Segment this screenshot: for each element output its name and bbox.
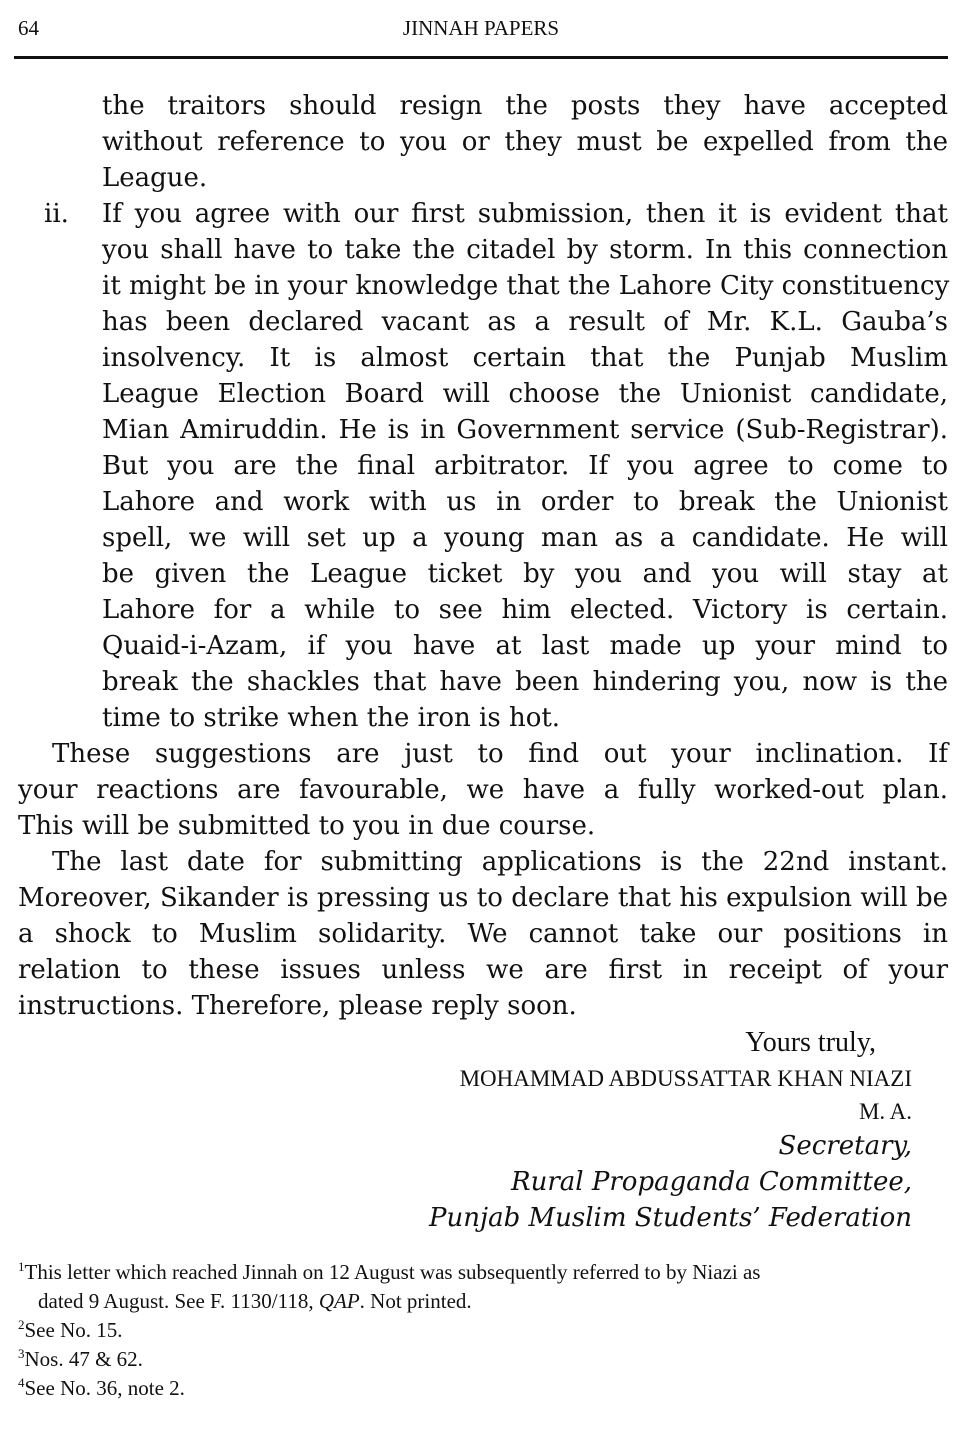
footnote-1-continued bbox=[18, 1287, 948, 1316]
signer-federation: Punjab Muslim Students’ Federation bbox=[429, 1203, 912, 1233]
text-line: This will be submitted to you in due course. bbox=[18, 811, 596, 841]
footnote-text: dated 9 August. See F. 1130/118, bbox=[38, 1289, 319, 1313]
footnote-number: 4 bbox=[18, 1375, 25, 1390]
footnote-4 bbox=[18, 1374, 948, 1403]
footnote-number: 3 bbox=[18, 1346, 25, 1361]
signer-title: Secretary, bbox=[778, 1131, 912, 1161]
text-line: Moreover, Sikander is pressing us to declare that his expulsion will be bbox=[18, 883, 948, 913]
text-line: has been declared vacant as a result of Mr. K.L. Gauba’s bbox=[102, 307, 948, 337]
text-line: Lahore and work with us in order to break the Unionist bbox=[102, 487, 948, 517]
running-title: JINNAH PAPERS bbox=[402, 16, 560, 40]
text-line: League. bbox=[102, 163, 208, 193]
text-line: insolvency. It is almost certain that the Punjab Muslim bbox=[102, 343, 948, 373]
closing: Yours truly, bbox=[745, 1027, 876, 1058]
footnote-number: 2 bbox=[18, 1317, 25, 1332]
footnote-2 bbox=[18, 1316, 948, 1345]
text-line: be given the League ticket by you and you will stay at bbox=[102, 559, 948, 589]
text-line: Mian Amiruddin. He is in Government service (Sub-Registrar). bbox=[102, 415, 948, 445]
text-line: spell, we will set up a young man as a candidate. He will bbox=[102, 523, 948, 553]
text-line: you shall have to take the citadel by storm. In this connection bbox=[102, 235, 948, 265]
footnote-text: Nos. 47 & 62. bbox=[24, 1347, 143, 1371]
text-line: If you agree with our first submission, then it is evident that bbox=[102, 199, 948, 229]
footnote-3 bbox=[18, 1345, 948, 1374]
footnote-1 bbox=[18, 1258, 948, 1287]
page-header bbox=[14, 8, 948, 48]
signer-committee: Rural Propaganda Committee, bbox=[511, 1167, 912, 1197]
text-line: the traitors should resign the posts they have accepted bbox=[102, 91, 948, 121]
page-number: 64 bbox=[18, 16, 39, 40]
text-line: But you are the final arbitrator. If you agree to come to bbox=[102, 451, 948, 481]
text-line: The last date for submitting applications is the 22nd instant. bbox=[52, 847, 948, 877]
footnote-text: . Not printed. bbox=[359, 1289, 472, 1313]
text-line: without reference to you or they must be expelled from the bbox=[102, 127, 948, 157]
letter-body bbox=[18, 88, 948, 1024]
text-line: a shock to Muslim solidarity. We cannot take our positions in bbox=[18, 919, 948, 949]
text-line: it might be in your knowledge that the Lahore City constituency bbox=[102, 271, 950, 301]
text-line: Quaid-i-Azam, if you have at last made up your mind to bbox=[102, 631, 948, 661]
text-line: time to strike when the iron is hot. bbox=[102, 703, 561, 733]
footnote-text: See No. 36, note 2. bbox=[24, 1376, 185, 1400]
text-line: your reactions are favourable, we have a fully worked-out plan. bbox=[18, 775, 948, 805]
footnote-abbrev: QAP bbox=[318, 1289, 360, 1313]
text-line: relation to these issues unless we are first in receipt of your bbox=[18, 955, 948, 985]
signer-name: MOHAMMAD ABDUSSATTAR KHAN NIAZI bbox=[459, 1066, 912, 1091]
footnotes bbox=[18, 1258, 948, 1403]
signer-degree: M. A. bbox=[858, 1099, 912, 1124]
paragraph-suggestions bbox=[18, 736, 948, 844]
text-line: break the shackles that have been hindering you, now is the bbox=[102, 667, 948, 697]
header-rule bbox=[14, 56, 948, 59]
continuation-item bbox=[102, 88, 948, 196]
text-line: League Election Board will choose the Unionist candidate, bbox=[102, 379, 948, 409]
list-marker: ii. bbox=[44, 199, 69, 229]
text-line: instructions. Therefore, please reply soon. bbox=[18, 991, 577, 1021]
signature-block bbox=[300, 1024, 912, 1236]
text-line: Lahore for a while to see him elected. Victory is certain. bbox=[102, 595, 948, 625]
footnote-number: 1 bbox=[18, 1259, 25, 1274]
text-line: These suggestions are just to find out your inclination. If bbox=[52, 739, 948, 769]
list-item-ii bbox=[44, 196, 950, 736]
footnote-text: See No. 15. bbox=[24, 1318, 123, 1342]
footnote-text: This letter which reached Jinnah on 12 August was subsequently referred to by Niazi as bbox=[24, 1260, 761, 1284]
paragraph-last-date bbox=[18, 844, 948, 1024]
